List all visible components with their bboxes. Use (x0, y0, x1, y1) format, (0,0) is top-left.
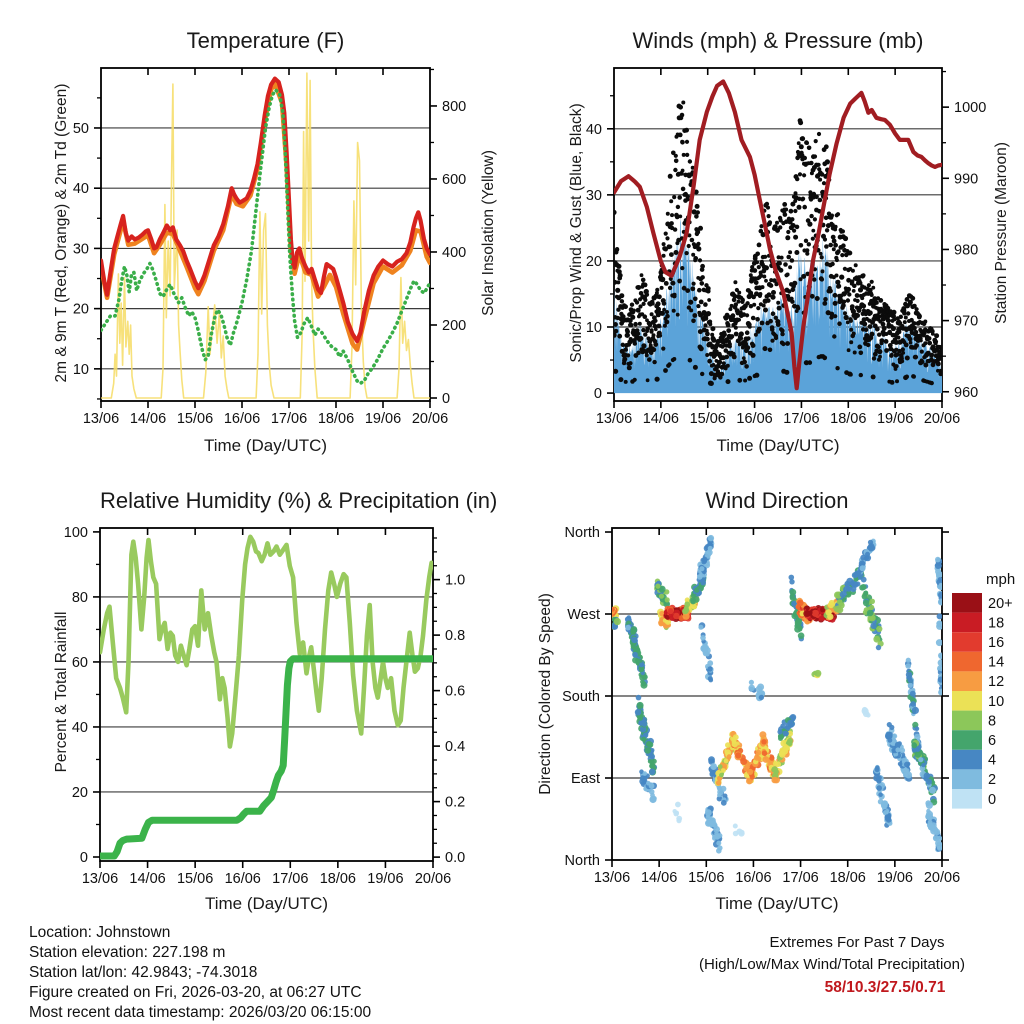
chart-title-winds-pressure: Winds (mph) & Pressure (mb) (632, 28, 924, 53)
y-tick-label: 30 (72, 241, 89, 258)
y-tick-label: 0.4 (445, 739, 466, 756)
ylabel-winds-left: Sonic/Prop Wind & Gust (Blue, Black) (568, 103, 585, 363)
x-tick-label: 16/06 (224, 871, 261, 887)
extremes-values: 58/10.3/27.5/0.71 (824, 979, 946, 996)
y-tick-label: 0 (442, 391, 451, 408)
colorbar-tick-label: 10 (988, 693, 1005, 710)
x-tick-label: 14/06 (129, 411, 167, 427)
x-tick-label: 15/06 (688, 870, 725, 886)
direction-tick-label: North (564, 853, 600, 869)
y-tick-label: 0.6 (445, 683, 466, 700)
direction-dots (609, 535, 945, 854)
colorbar-tick-label: 2 (988, 772, 997, 789)
ylabel-rh-precip-left: Percent & Total Rainfall (53, 611, 70, 773)
x-tick-label: 19/06 (876, 411, 914, 427)
x-tick-label: 19/06 (367, 871, 404, 887)
x-tick-label: 16/06 (223, 411, 261, 427)
colorbar-unit-label: mph (986, 571, 1016, 588)
direction-tick-label: West (567, 607, 600, 624)
colorbar-tick-label: 20+ (988, 595, 1013, 612)
ylabel-temperature-right: Solar Insolation (Yellow) (480, 150, 497, 316)
y-tick-label: 20 (71, 784, 88, 801)
x-tick-label: 20/06 (411, 411, 449, 427)
x-tick-label: 17/06 (272, 871, 309, 887)
x-tick-label: 20/06 (923, 411, 961, 427)
y-tick-label: 40 (72, 181, 89, 198)
x-tick-label: 13/06 (82, 411, 120, 427)
x-tick-label: 16/06 (736, 411, 773, 427)
x-tick-label: 17/06 (782, 870, 819, 886)
station-location: Location: Johnstown (29, 924, 171, 941)
colorbar-tick-label: 6 (988, 733, 997, 749)
y-tick-label: 100 (63, 524, 88, 541)
y-tick-label: 600 (442, 171, 467, 188)
ylabel-temperature-left: 2m & 9m T (Red, Orange) & 2m Td (Green) (53, 83, 70, 383)
y-tick-label: 40 (71, 719, 88, 736)
x-tick-label: 18/06 (830, 411, 867, 427)
y-tick-label: 40 (585, 121, 602, 138)
x-tick-label: 17/06 (270, 411, 308, 427)
y-tick-label: 990 (954, 171, 979, 188)
y-tick-label: 10 (72, 361, 89, 378)
x-tick-label: 14/06 (642, 411, 680, 427)
x-tick-label: 14/06 (640, 870, 678, 886)
xlabel-temperature: Time (Day/UTC) (203, 436, 328, 455)
direction-tick-label: East (570, 771, 600, 788)
y-tick-label: 0.2 (445, 794, 466, 811)
station-latlon: Station lat/lon: 42.9843; -74.3018 (29, 964, 258, 981)
colorbar-tick-label: 18 (988, 615, 1005, 632)
y-tick-label: 30 (585, 187, 602, 204)
colorbar-tick-label: 8 (988, 713, 997, 730)
x-tick-label: 15/06 (689, 411, 726, 427)
direction-tick-label: North (564, 525, 600, 542)
x-tick-label: 19/06 (876, 870, 914, 886)
x-tick-label: 18/06 (319, 871, 357, 887)
extremes-title: Extremes For Past 7 Days (769, 934, 945, 951)
colorbar-tick-label: 16 (988, 635, 1005, 651)
xlabel-winds-pressure: Time (Day/UTC) (716, 436, 840, 455)
rh-precip-chart (64, 525, 465, 887)
x-tick-label: 15/06 (176, 411, 214, 427)
colorbar-tick-label: 0 (988, 791, 997, 808)
recent-timestamp: Most recent data timestamp: 2026/03/20 06:15:00 (29, 1004, 372, 1021)
colorbar-tick-label: 12 (988, 674, 1005, 691)
station-elevation: Station elevation: 227.198 m (29, 944, 226, 961)
ylabel-pressure-right: Station Pressure (Maroon) (993, 142, 1010, 324)
x-tick-label: 19/06 (364, 411, 402, 427)
y-tick-label: 980 (954, 242, 979, 259)
figure-created: Figure created on Fri, 2026-03-20, at 06:27 UTC (29, 984, 362, 1001)
y-tick-label: 0 (593, 386, 602, 403)
temperature-series (101, 73, 430, 398)
x-tick-label: 20/06 (414, 871, 452, 887)
y-tick-label: 1.0 (445, 572, 466, 589)
x-tick-label: 14/06 (129, 871, 166, 887)
x-tick-label: 17/06 (783, 411, 820, 427)
y-tick-label: 200 (442, 317, 467, 334)
y-tick-label: 800 (442, 98, 467, 115)
chart-title-wind-direction: Wind Direction (705, 488, 849, 513)
series-relative_humidity (100, 537, 433, 747)
chart-title-temperature: Temperature (F) (186, 28, 345, 53)
x-tick-label: 18/06 (317, 411, 355, 427)
colorbar-tick-label: 14 (988, 654, 1005, 671)
x-tick-label: 16/06 (735, 870, 772, 886)
y-tick-label: 80 (71, 589, 88, 606)
y-tick-label: 60 (71, 654, 88, 671)
y-tick-label: 50 (72, 120, 89, 137)
x-tick-label: 18/06 (829, 870, 866, 886)
x-tick-label: 13/06 (593, 870, 631, 886)
y-tick-label: 0 (79, 850, 88, 867)
x-tick-label: 13/06 (595, 411, 633, 427)
y-tick-label: 20 (72, 301, 89, 318)
y-tick-label: 0.8 (445, 628, 466, 645)
xlabel-wind-direction: Time (Day/UTC) (715, 894, 839, 913)
colorbar-tick-label: 4 (988, 752, 997, 769)
y-tick-label: 970 (954, 313, 979, 330)
extremes-subtitle: (High/Low/Max Wind/Total Precipitation) (699, 956, 965, 973)
station-info-block (29, 923, 371, 1023)
y-tick-label: 0.0 (445, 850, 466, 867)
series-total_rainfall (100, 659, 433, 856)
direction-tick-label: South (562, 689, 600, 706)
x-tick-label: 13/06 (81, 871, 119, 887)
xlabel-rh-precip: Time (Day/UTC) (204, 894, 329, 913)
y-tick-label: 400 (442, 244, 467, 261)
y-tick-label: 20 (585, 253, 602, 270)
x-tick-label: 15/06 (176, 871, 214, 887)
wind-direction-chart (562, 525, 960, 886)
speed-colorbar (952, 571, 1015, 809)
y-tick-label: 1000 (954, 100, 987, 117)
series-2m_temperature (101, 79, 430, 342)
rh-precip-series (100, 537, 433, 856)
y-tick-label: 960 (954, 384, 979, 401)
chart-title-rh-precip: Relative Humidity (%) & Precipitation (in) (100, 488, 498, 513)
ylabel-wind-direction-left: Direction (Colored By Speed) (537, 593, 554, 795)
x-tick-label: 20/06 (923, 870, 961, 886)
temperature-chart (73, 68, 466, 427)
y-tick-label: 10 (585, 320, 602, 336)
winds-pressure-chart (586, 68, 986, 427)
